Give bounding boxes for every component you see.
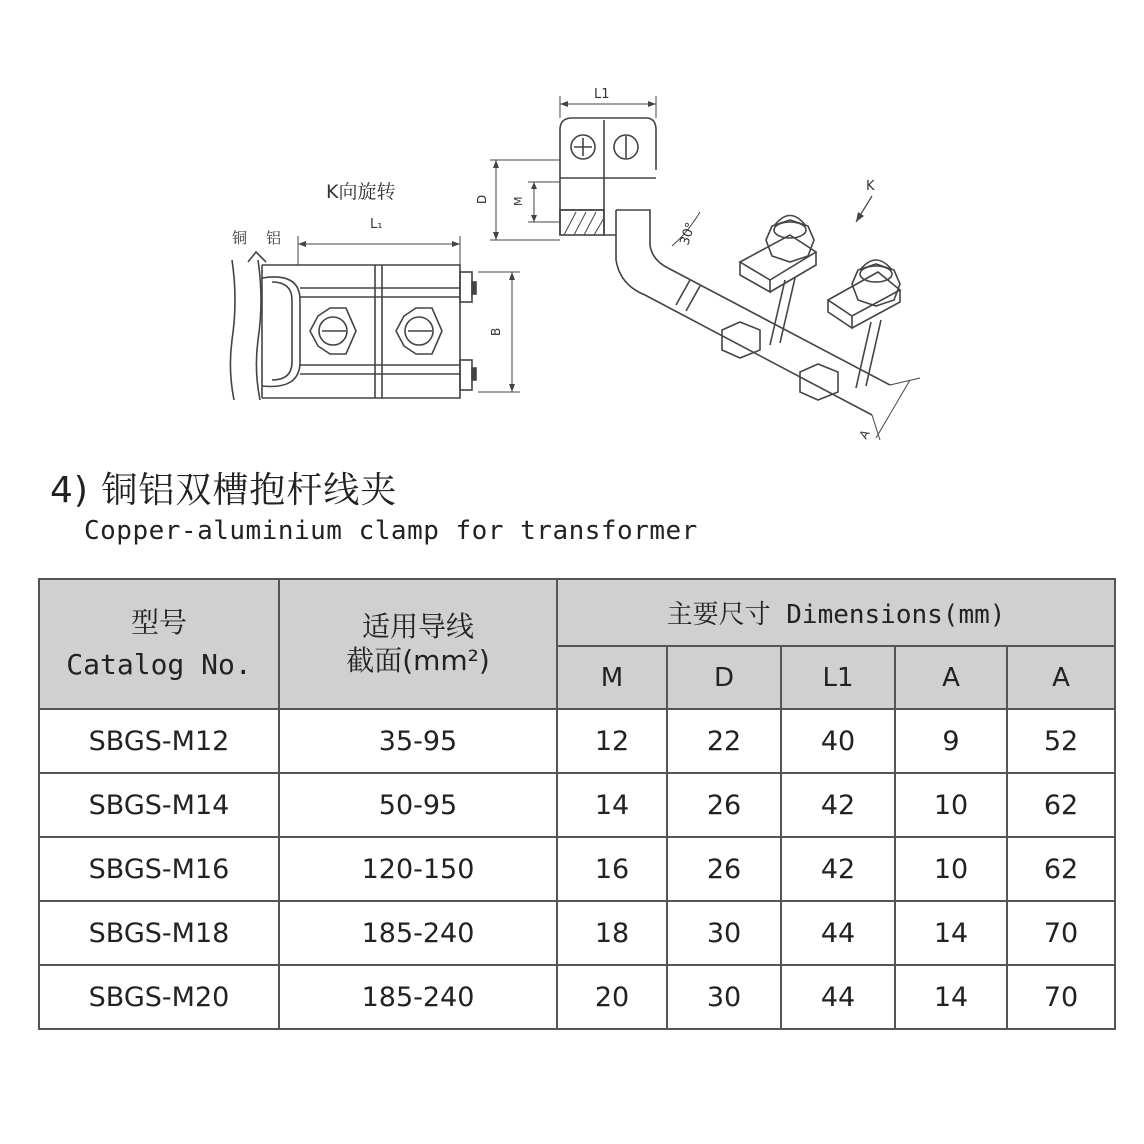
cell-a-1: 14: [895, 965, 1007, 1029]
cell-l1: 42: [781, 773, 895, 837]
header-section-line2: 截面(mm²): [346, 644, 490, 677]
cell-a-2: 52: [1007, 709, 1115, 773]
dim-label-b: B: [489, 327, 503, 336]
view-arrow-k: K: [866, 179, 875, 194]
right-view: [490, 96, 920, 440]
cell-m: 16: [557, 837, 667, 901]
table-row: [39, 965, 1115, 1029]
table-row: [39, 837, 1115, 901]
cell-section: 35-95: [279, 709, 557, 773]
table-header-row: [39, 579, 1115, 646]
angle-label: 30°: [677, 220, 699, 248]
cell-a-2: 62: [1007, 837, 1115, 901]
dim-label-d: D: [475, 194, 489, 204]
table-row: [39, 773, 1115, 837]
cell-d: 26: [667, 837, 781, 901]
header-dimensions: 主要尺寸 Dimensions(mm): [557, 579, 1115, 646]
table-row: [39, 901, 1115, 965]
cell-m: 12: [557, 709, 667, 773]
cell-a-2: 62: [1007, 773, 1115, 837]
header-a-1: A: [895, 646, 1007, 709]
cell-section: 50-95: [279, 773, 557, 837]
cell-d: 30: [667, 965, 781, 1029]
header-m: M: [557, 646, 667, 709]
cell-d: 26: [667, 773, 781, 837]
cell-a-1: 10: [895, 773, 1007, 837]
cell-section: 185-240: [279, 965, 557, 1029]
dim-label-a: A: [856, 427, 873, 442]
cell-section: 185-240: [279, 901, 557, 965]
cell-a-1: 10: [895, 837, 1007, 901]
dim-label-m: M: [512, 196, 525, 206]
cell-section: 120-150: [279, 837, 557, 901]
cell-a-2: 70: [1007, 901, 1115, 965]
header-catalog-zh: 型号: [130, 606, 187, 639]
header-section: [279, 579, 557, 709]
label-copper: 铜: [232, 229, 248, 247]
header-catalog-en: Catalog No.: [66, 648, 252, 681]
cell-catalog: SBGS-M16: [39, 837, 279, 901]
product-title-zh: 4) 铜铝双槽抱杆线夹: [50, 470, 398, 511]
header-l1: L1: [781, 646, 895, 709]
spec-table: [38, 578, 1116, 1030]
header-section-line1: 适用导线: [361, 610, 474, 643]
cell-d: 30: [667, 901, 781, 965]
cell-catalog: SBGS-M12: [39, 709, 279, 773]
label-aluminium: 铝: [266, 229, 282, 247]
cell-catalog: SBGS-M20: [39, 965, 279, 1029]
cell-l1: 44: [781, 901, 895, 965]
header-a-2: A: [1007, 646, 1115, 709]
product-title-en: Copper-aluminium clamp for transformer: [84, 516, 698, 546]
cell-a-1: 14: [895, 901, 1007, 965]
cell-catalog: SBGS-M14: [39, 773, 279, 837]
cell-a-2: 70: [1007, 965, 1115, 1029]
cell-catalog: SBGS-M18: [39, 901, 279, 965]
table-row: [39, 709, 1115, 773]
clamp-drawing: [0, 0, 1144, 460]
cell-l1: 40: [781, 709, 895, 773]
header-d: D: [667, 646, 781, 709]
cell-a-1: 9: [895, 709, 1007, 773]
cell-l1: 44: [781, 965, 895, 1029]
label-k-rotation: K向旋转: [326, 181, 396, 203]
dim-label-l1-left: L₁: [370, 217, 383, 232]
cell-l1: 42: [781, 837, 895, 901]
cell-m: 14: [557, 773, 667, 837]
cell-d: 22: [667, 709, 781, 773]
cell-m: 18: [557, 901, 667, 965]
header-catalog: [39, 579, 279, 709]
left-view: [230, 236, 520, 400]
cell-m: 20: [557, 965, 667, 1029]
dim-label-l1-top: L1: [594, 87, 610, 102]
